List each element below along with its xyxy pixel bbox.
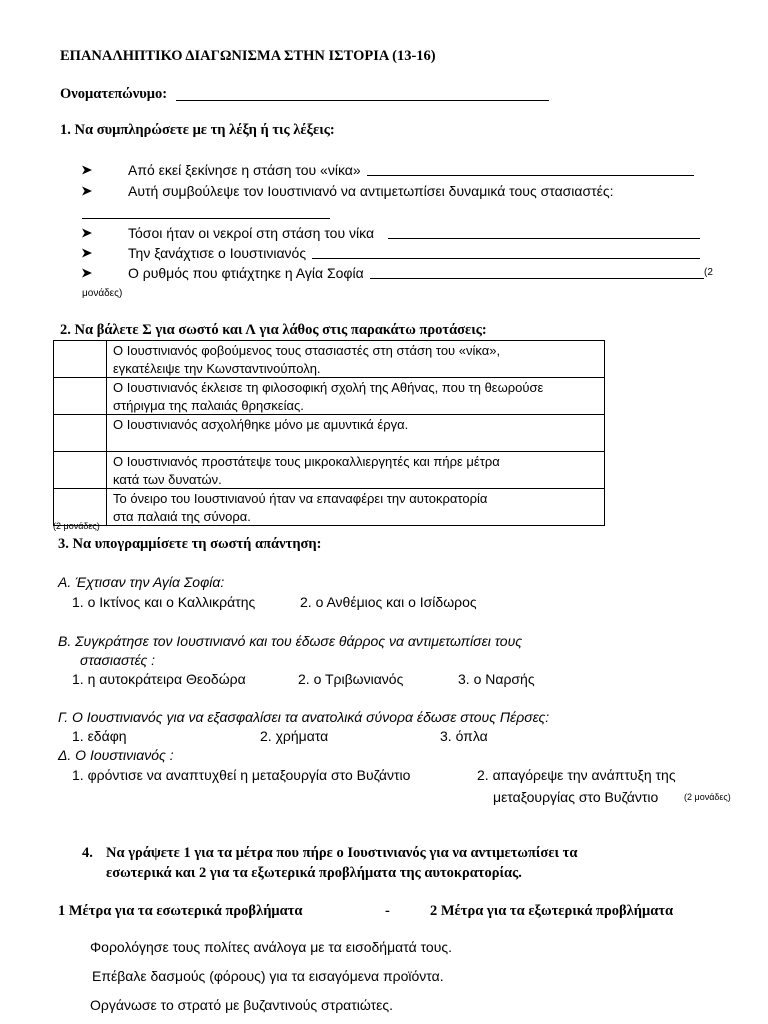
q3c-option-3[interactable]: 3. όπλα bbox=[440, 728, 488, 744]
q3b-option-1[interactable]: 1. η αυτοκράτειρα Θεοδώρα bbox=[72, 671, 246, 687]
answer-cell[interactable] bbox=[54, 489, 107, 526]
q4-measure-item: Φορολόγησε τους πολίτες ανάλογα με τα εισοδήματά τους. bbox=[90, 939, 452, 955]
statement-line: στα παλαιά της σύνορα. bbox=[113, 508, 251, 524]
q4-text-line: εσωτερικά και 2 για τα εξωτερικά προβλήματα της αυτοκρατορίας. bbox=[106, 865, 522, 881]
answer-cell[interactable] bbox=[54, 341, 107, 378]
q3b-prompt-cont: στασιαστές : bbox=[80, 652, 156, 668]
answer-blank[interactable] bbox=[367, 161, 694, 176]
statement-line: Το όνειρο του Ιουστινιανού ήταν να επαναφέρει την αυτοκρατορία bbox=[113, 491, 488, 506]
table-row bbox=[54, 415, 605, 452]
statement-line: Ο Ιουστινιανός ασχολήθηκε μόνο με αμυντικά έργα. bbox=[113, 417, 409, 432]
q4-separator: - bbox=[385, 903, 390, 919]
statement-cell bbox=[107, 341, 605, 378]
q1-points-open: (2 bbox=[704, 267, 713, 278]
answer-cell[interactable] bbox=[54, 415, 107, 452]
statement-line: στήριγμα της παλαιάς θρησκείας. bbox=[113, 397, 304, 413]
q3d-option-1[interactable]: 1. φρόντισε να αναπτυχθεί η μεταξουργία στο Βυζάντιο bbox=[72, 767, 411, 783]
arrow-bullet-icon bbox=[82, 224, 128, 242]
q1-item-text: Την ξανάχτισε ο Ιουστινιανός bbox=[128, 245, 307, 261]
answer-blank[interactable] bbox=[82, 204, 330, 219]
statement-line: Ο Ιουστινιανός φοβούμενος τους στασιαστές στη στάση του «νίκα», bbox=[113, 343, 501, 358]
statement-line: Ο Ιουστινιανός προστάτεψε τους μικροκαλλιεργητές και πήρε μέτρα bbox=[113, 454, 500, 469]
name-label: Ονοματεπώνυμο: bbox=[60, 86, 168, 102]
q1-item-text: Τόσοι ήταν οι νεκροί στη στάση του νίκα bbox=[128, 225, 375, 241]
true-false-table bbox=[53, 340, 605, 526]
q3d-option-2[interactable]: 2. απαγόρεψε την ανάπτυξη της bbox=[477, 767, 676, 783]
name-blank[interactable] bbox=[176, 86, 549, 101]
answer-blank[interactable] bbox=[388, 224, 700, 239]
q3d-prompt: Δ. Ο Ιουστινιανός : bbox=[58, 747, 174, 763]
q4-number: 4. bbox=[82, 845, 93, 861]
q3a-prompt: Α. Έχτισαν την Αγία Σοφία: bbox=[58, 574, 225, 590]
q4-internal-header: 1 Μέτρα για τα εσωτερικά προβλήματα bbox=[58, 903, 303, 919]
q1-item-text: Αυτή συμβούλεψε τον Ιουστινιανό να αντιμετωπίσει δυναμικά τους στασιαστές: bbox=[128, 183, 614, 199]
q1-item bbox=[82, 182, 722, 200]
q4-external-header: 2 Μέτρα για τα εξωτερικά προβλήματα bbox=[430, 903, 674, 919]
q1-heading: 1. Να συμπληρώσετε με τη λέξη ή τις λέξεις: bbox=[60, 122, 335, 138]
table-row bbox=[54, 341, 605, 378]
statement-cell bbox=[107, 489, 605, 526]
q3b-option-2[interactable]: 2. ο Τριβωνιανός bbox=[298, 671, 404, 687]
answer-blank[interactable] bbox=[370, 264, 704, 279]
q4-text-line: Να γράψετε 1 για τα μέτρα που πήρε ο Ιουστινιανός για να αντιμετωπίσει τα bbox=[106, 845, 578, 861]
statement-cell bbox=[107, 378, 605, 415]
q1-item bbox=[82, 161, 694, 179]
q3a-option-1[interactable]: 1. ο Ικτίνος και ο Καλλικράτης bbox=[72, 594, 256, 610]
statement-line: κατά των δυνατών. bbox=[113, 471, 222, 487]
q1-item-text: Από εκεί ξεκίνησε η στάση του «νίκα» bbox=[128, 162, 361, 178]
arrow-bullet-icon bbox=[82, 182, 128, 200]
arrow-bullet-icon bbox=[82, 161, 128, 179]
arrow-bullet-icon bbox=[82, 264, 128, 282]
q2-heading: 2. Να βάλετε Σ για σωστό και Λ για λάθος στις παρακάτω προτάσεις: bbox=[60, 322, 487, 338]
table-row bbox=[54, 489, 605, 526]
q2-points: (2 μονάδες) bbox=[53, 521, 100, 531]
answer-cell[interactable] bbox=[54, 452, 107, 489]
answer-blank[interactable] bbox=[312, 244, 700, 259]
q3a-option-2[interactable]: 2. ο Ανθέμιος και ο Ισίδωρος bbox=[300, 594, 477, 610]
statement-line: εγκατέλειψε την Κωνσταντινούπολη. bbox=[113, 360, 321, 376]
q3b-option-3[interactable]: 3. ο Ναρσής bbox=[458, 671, 535, 687]
q1-points-close: μονάδες) bbox=[82, 288, 123, 299]
page-title: ΕΠΑΝΑΛΗΠΤΙΚΟ ΔΙΑΓΩΝΙΣΜΑ ΣΤΗΝ ΙΣΤΟΡΙΑ (13-16) bbox=[60, 48, 436, 64]
q3c-option-2[interactable]: 2. χρήματα bbox=[260, 728, 329, 744]
statement-line: Ο Ιουστινιανός έκλεισε τη φιλοσοφική σχολή της Αθήνας, που τη θεωρούσε bbox=[113, 380, 544, 395]
q1-item bbox=[82, 224, 700, 242]
table-row bbox=[54, 452, 605, 489]
statement-cell bbox=[107, 415, 605, 452]
q4-measure-item: Επέβαλε δασμούς (φόρους) για τα εισαγόμενα προϊόντα. bbox=[92, 968, 444, 984]
q3c-option-1[interactable]: 1. εδάφη bbox=[72, 728, 127, 744]
answer-cell[interactable] bbox=[54, 378, 107, 415]
table-row bbox=[54, 378, 605, 415]
q3c-prompt: Γ. Ο Ιουστινιανός για να εξασφαλίσει τα ανατολικά σύνορα έδωσε στους Πέρσες: bbox=[58, 709, 550, 725]
q3-heading: 3. Να υπογραμμίσετε τη σωστή απάντηση: bbox=[58, 536, 322, 552]
q1-item-text: Ο ρυθμός που φτιάχτηκε η Αγία Σοφία bbox=[128, 265, 364, 281]
statement-cell bbox=[107, 452, 605, 489]
q3d-option-2-cont[interactable]: μεταξουργίας στο Βυζάντιο bbox=[493, 789, 659, 805]
q3-points: (2 μονάδες) bbox=[684, 792, 731, 802]
q3b-prompt: Β. Συγκράτησε τον Ιουστινιανό και του έδωσε θάρρος να αντιμετωπίσει τους bbox=[58, 633, 523, 649]
q4-measure-item: Οργάνωσε το στρατό με βυζαντινούς στρατιώτες. bbox=[90, 997, 394, 1013]
q1-item bbox=[82, 244, 700, 262]
arrow-bullet-icon bbox=[82, 244, 128, 262]
q1-item bbox=[82, 264, 704, 282]
